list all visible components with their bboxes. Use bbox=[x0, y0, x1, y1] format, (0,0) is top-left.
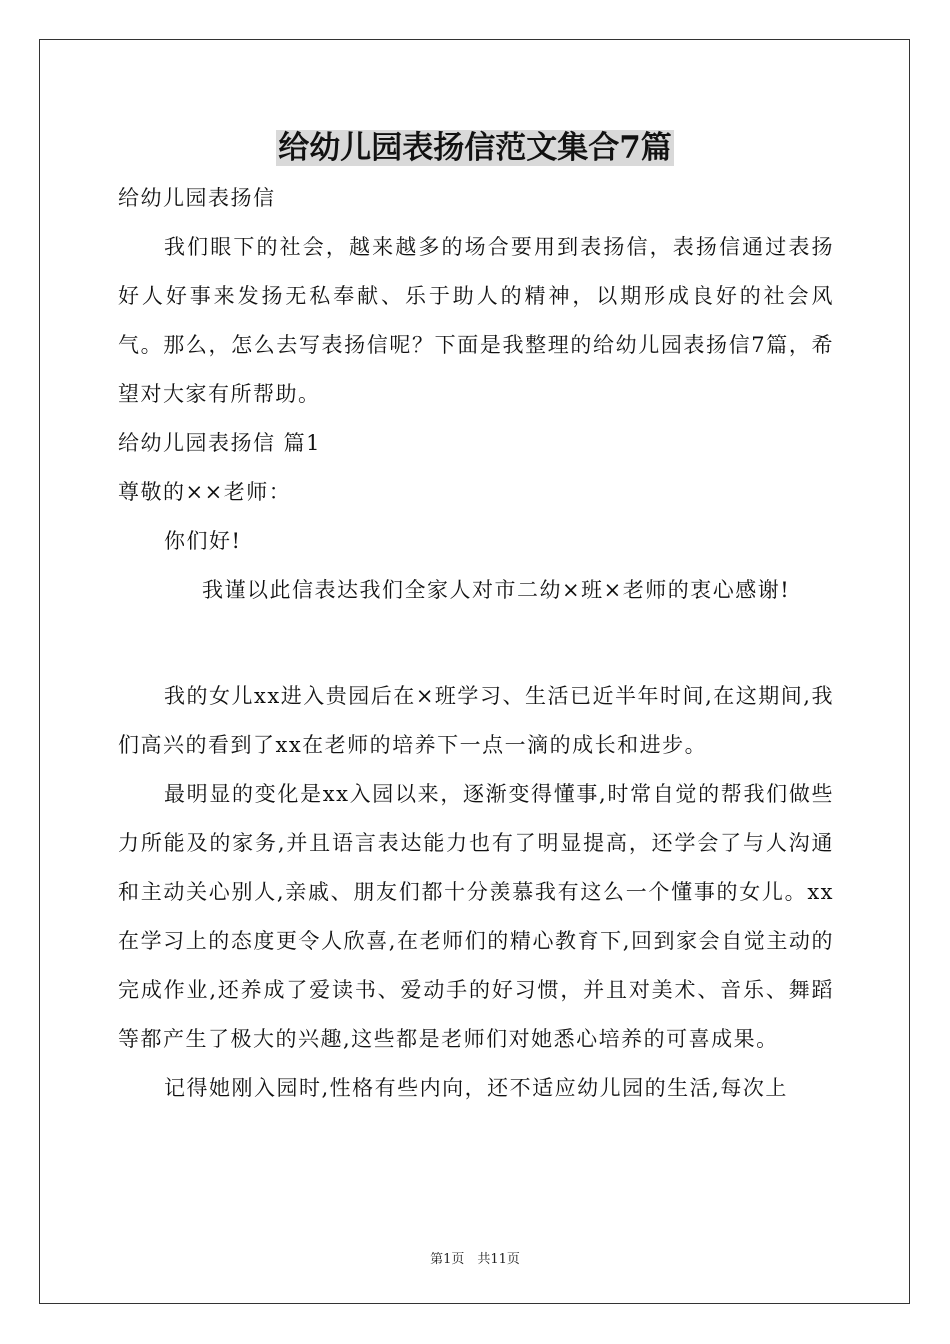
intro-paragraph: 我们眼下的社会，越来越多的场合要用到表扬信，表扬信通过表扬好人好事来发扬无私奉献、乐于助人的精神，以期形成良好的社会风气。那么，怎么去写表扬信呢？下面是我整理的给幼儿园表扬信7篇，希望对大家有所帮助。 bbox=[118, 235, 834, 406]
letter-paragraph: 记得她刚入园时,性格有些内向，还不适应幼儿园的生活,每次上 bbox=[164, 1076, 788, 1100]
letter-paragraph: 我的女儿xx进入贵园后在×班学习、生活已近半年时间,在这期间,我们高兴的看到了xx在老师的培养下一点一滴的成长和进步。 bbox=[118, 684, 834, 757]
body-section-intro bbox=[118, 174, 834, 615]
doc-heading: 给幼儿园表扬信 bbox=[118, 186, 276, 210]
page-footer: 第1页 共11页 bbox=[430, 1252, 520, 1267]
thanks-line: 我谨以此信表达我们全家人对市二幼×班×老师的衷心感谢! bbox=[202, 578, 791, 602]
document-title bbox=[0, 126, 950, 170]
body-section-letter bbox=[118, 672, 834, 1113]
greeting: 你们好! bbox=[164, 529, 242, 553]
salutation: 尊敬的××老师： bbox=[118, 480, 292, 504]
section-heading: 给幼儿园表扬信 篇1 bbox=[118, 431, 322, 455]
document-title-text: 给幼儿园表扬信范文集合7篇 bbox=[278, 130, 672, 166]
letter-paragraph: 最明显的变化是xx入园以来，逐渐变得懂事,时常自觉的帮我们做些力所能及的家务,并且语言表达能力也有了明显提高，还学会了与人沟通和主动关心别人,亲戚、朋友们都十分羡慕我有这么一个懂事的女儿。xx在学习上的态度更令人欣喜,在老师们的精心教育下,回到家会自觉主动的完成作业,还养成了爱读书、爱动手的好习惯，并且对美术、音乐、舞蹈等都产生了极大的兴趣,这些都是老师们对她悉心培养的可喜成果。 bbox=[118, 782, 834, 1051]
